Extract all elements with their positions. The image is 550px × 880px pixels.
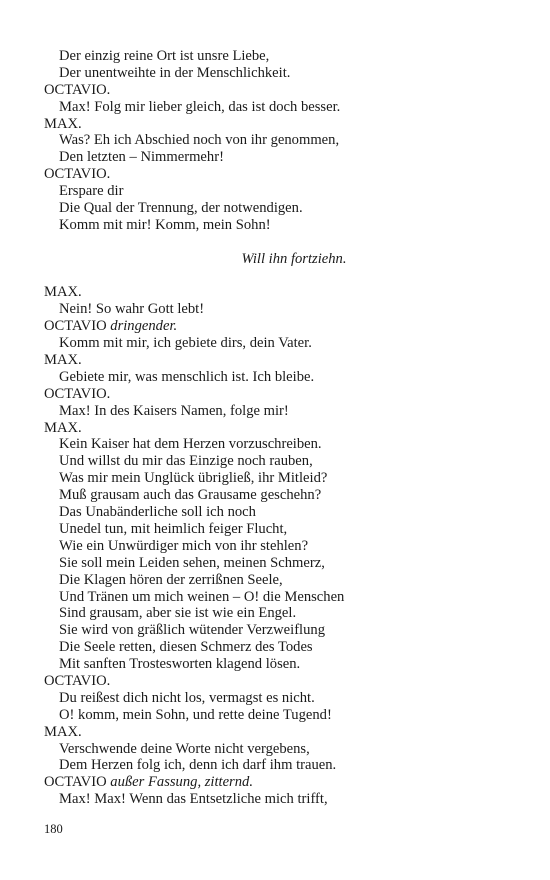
verse-line: Nein! So wahr Gott lebt! (59, 301, 205, 318)
speaker-name: OCTAVIO (44, 318, 107, 335)
verse-line: Die Klagen hören der zerrißnen Seele, (59, 571, 283, 588)
verse-line: Der unentweihte in der Menschlichkeit. (59, 64, 291, 81)
verse-line: Kein Kaiser hat dem Herzen vorzuschreiben. (59, 436, 322, 453)
verse-line: Muß grausam auch das Grausame geschehn? (59, 487, 322, 504)
speaker-name: MAX. (44, 115, 82, 132)
speaker-heading (44, 386, 514, 403)
verse-line: Die Qual der Trennung, der notwendigen. (59, 200, 303, 217)
verse-line: Du reißest dich nicht los, vermagst es nicht. (59, 689, 315, 706)
speaker-heading (44, 284, 514, 301)
speaker-heading (44, 724, 514, 741)
verse-line: Komm mit mir! Komm, mein Sohn! (59, 216, 271, 233)
verse-line: Und willst du mir das Einzige noch rauben, (59, 453, 313, 470)
verse-line: Die Seele retten, diesen Schmerz des Todes (59, 639, 313, 656)
verse-line: Komm mit mir, ich gebiete dirs, dein Vater. (59, 335, 312, 352)
play-text-page (44, 48, 514, 808)
stage-direction-inline: dringender. (110, 318, 178, 335)
speaker-heading (44, 774, 514, 791)
verse-line: Sind grausam, aber sie ist wie ein Engel. (59, 605, 297, 622)
verse-line: Und Tränen um mich weinen – O! die Menschen (59, 588, 345, 605)
verse-line: Was mir mein Unglück übrigließ, ihr Mitleid? (59, 470, 328, 487)
speaker-heading (44, 352, 514, 369)
verse-line: Den letzten – Nimmermehr! (59, 149, 224, 166)
speaker-name: OCTAVIO. (44, 385, 111, 402)
speaker-name: MAX. (44, 284, 82, 301)
verse-line: Wie ein Unwürdiger mich von ihr stehlen? (59, 537, 309, 554)
speaker-name: MAX. (44, 352, 82, 369)
verse-line: Sie wird von gräßlich wütender Verzweiflung (59, 622, 325, 639)
speaker-heading (44, 82, 514, 99)
speaker-heading (44, 420, 514, 437)
verse-line: Mit sanften Trostesworten klagend lösen. (59, 656, 301, 673)
verse-line: Sie soll mein Leiden sehen, meinen Schmerz, (59, 554, 325, 571)
page-number: 180 (44, 822, 63, 836)
verse-line: Das Unabänderliche soll ich noch (59, 504, 256, 521)
verse-line: Max! Max! Wenn das Entsetzliche mich trifft, (59, 791, 328, 808)
blank-line (44, 268, 514, 285)
verse-line: Verschwende deine Worte nicht vergebens, (59, 740, 310, 757)
verse-line: Erspare dir (59, 183, 124, 200)
verse-line: Dem Herzen folg ich, denn ich darf ihm trauen. (59, 757, 337, 774)
speaker-name: OCTAVIO. (44, 81, 111, 98)
speaker-name: OCTAVIO. (44, 166, 111, 183)
verse-line: Max! Folg mir lieber gleich, das ist doch besser. (59, 98, 341, 115)
stage-direction: Will ihn fortziehn. (241, 250, 347, 267)
blank-line (44, 234, 514, 251)
speaker-heading (44, 166, 514, 183)
stage-direction-inline: außer Fassung, zitternd. (110, 774, 253, 791)
verse-line: Gebiete mir, was menschlich ist. Ich bleibe. (59, 368, 315, 385)
speaker-name: MAX. (44, 419, 82, 436)
speaker-heading (44, 318, 514, 335)
speaker-heading (44, 116, 514, 133)
verse-line: Der einzig reine Ort ist unsre Liebe, (59, 48, 270, 64)
verse-line: O! komm, mein Sohn, und rette deine Tugend! (59, 706, 332, 723)
speaker-name: OCTAVIO. (44, 672, 111, 689)
verse-line: Max! In des Kaisers Namen, folge mir! (59, 402, 289, 419)
verse-line: Unedel tun, mit heimlich feiger Flucht, (59, 520, 288, 537)
speaker-name: MAX. (44, 723, 82, 740)
speaker-heading (44, 673, 514, 690)
speaker-name: OCTAVIO (44, 774, 107, 791)
verse-line: Was? Eh ich Abschied noch von ihr genommen, (59, 132, 340, 149)
